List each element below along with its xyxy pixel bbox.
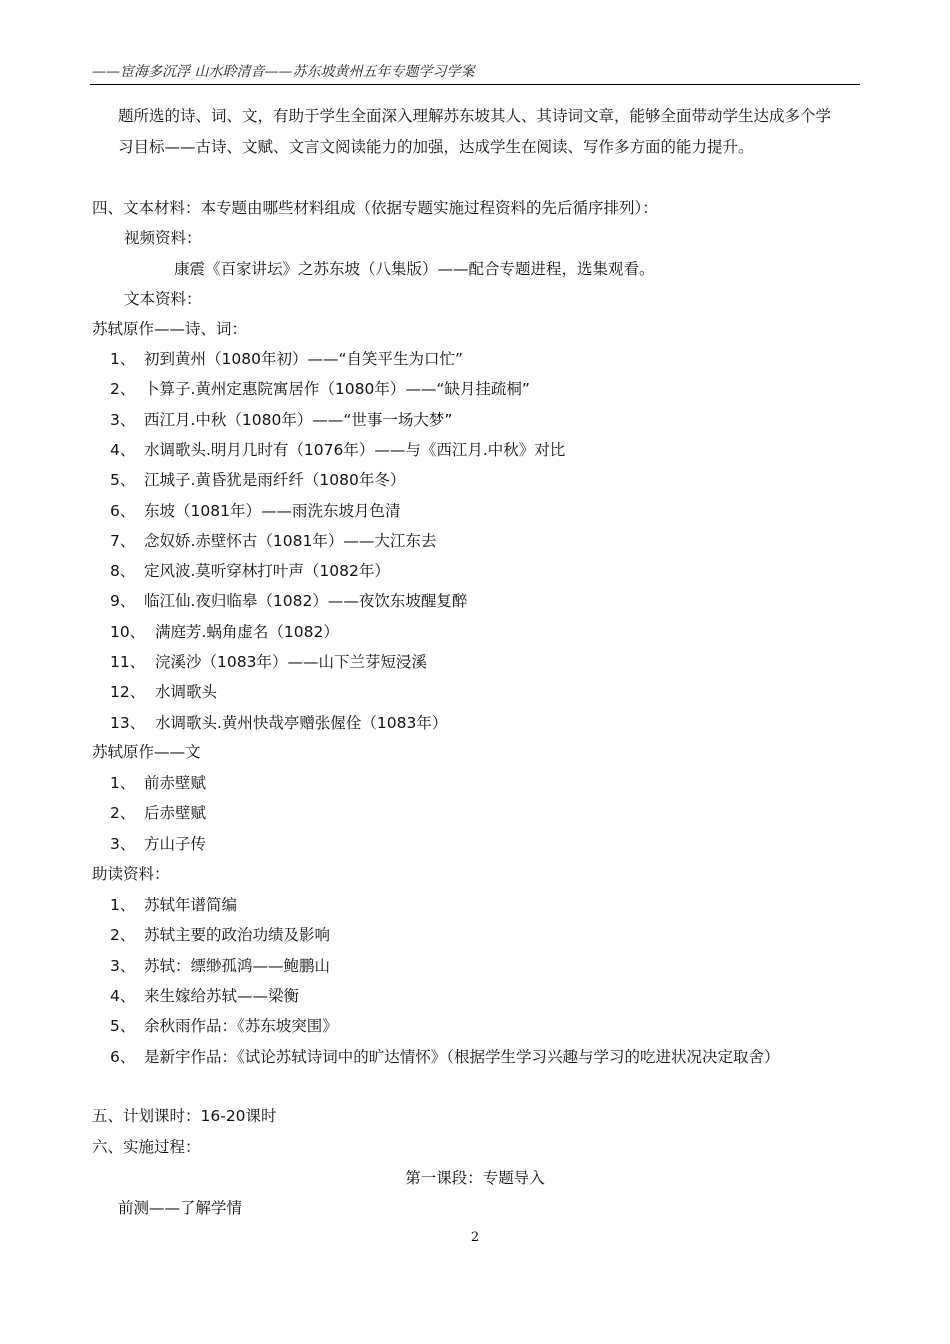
list-item-number: 7、 xyxy=(110,531,136,550)
list-item xyxy=(110,560,390,582)
list-item xyxy=(110,924,330,946)
pretest-line: 前测——了解学情 xyxy=(118,1199,243,1217)
list-item-text: 卜算子.黄州定惠院寓居作（1080年）——“缺月挂疏桐” xyxy=(144,380,530,399)
list-item-number: 1、 xyxy=(110,896,136,914)
poems-heading: 苏轼原作——诗、词： xyxy=(92,320,248,338)
list-item-text: 来生嫁给苏轼——梁衡 xyxy=(144,986,300,1005)
list-item-number: 12、 xyxy=(110,683,146,702)
intro-line-1: 题所选的诗、词、文，有助于学生全面深入理解苏东坡其人、其诗词文章，能够全面带动学生达成多个学 xyxy=(118,107,832,125)
list-item xyxy=(110,985,299,1007)
list-item-number: 3、 xyxy=(110,834,136,853)
header-rule xyxy=(90,84,860,85)
list-item-number: 1、 xyxy=(110,350,136,368)
list-item-number: 3、 xyxy=(110,410,136,429)
list-item xyxy=(110,1015,338,1037)
list-item xyxy=(110,894,237,916)
list-item-number: 10、 xyxy=(110,622,146,641)
list-item xyxy=(110,439,565,461)
list-item-text: 东坡（1081年）——雨洗东坡月色清 xyxy=(144,501,401,520)
list-item-number: 6、 xyxy=(110,501,136,520)
list-item-number: 6、 xyxy=(110,1047,136,1066)
list-item xyxy=(110,590,467,612)
list-item-number: 5、 xyxy=(110,471,136,490)
list-item-text: 定风波.莫听穿林打叶声（1082年） xyxy=(144,562,390,581)
text-label: 文本资料： xyxy=(124,290,202,308)
section-6-title: 六、实施过程： xyxy=(92,1138,201,1156)
list-item-text: 前赤壁赋 xyxy=(144,774,207,792)
section-4-title: 四、文本材料：本专题由哪些材料组成（依据专题实施过程资料的先后循序排列）： xyxy=(92,199,658,217)
list-item xyxy=(110,833,206,855)
stage-title: 第一课段：专题导入 xyxy=(405,1169,545,1187)
list-item-number: 5、 xyxy=(110,1017,136,1036)
running-header: ——宦海多沉浮 山水聆清音——苏东坡黄州五年专题学习学案 xyxy=(92,64,475,80)
list-item-text: 水调歌头.黄州快哉亭赠张偓佺（1083年） xyxy=(155,713,448,732)
list-item-text: 水调歌头.明月几时有（1076年）——与《西江月.中秋》对比 xyxy=(144,440,566,459)
list-item-text: 方山子传 xyxy=(144,834,207,853)
section-5-title: 五、计划课时：16-20课时 xyxy=(92,1107,277,1125)
list-item-number: 2、 xyxy=(110,380,136,399)
list-item-number: 4、 xyxy=(110,440,136,459)
list-item-text: 浣溪沙（1083年）——山下兰芽短浸溪 xyxy=(155,653,427,671)
list-item-text: 水调歌头 xyxy=(155,683,218,702)
list-item-number: 13、 xyxy=(110,713,146,732)
list-item-number: 4、 xyxy=(110,986,136,1005)
list-item-text: 满庭芳.蜗角虚名（1082） xyxy=(155,622,339,641)
list-item xyxy=(110,469,405,491)
list-item xyxy=(110,409,452,431)
list-item xyxy=(110,1046,780,1068)
list-item-text: 后赤壁赋 xyxy=(144,804,207,823)
list-item-number: 11、 xyxy=(110,653,146,671)
list-item-text: 苏轼：缥缈孤鸿——鲍鹏山 xyxy=(144,956,331,975)
list-item-text: 苏轼年谱简编 xyxy=(144,896,238,914)
list-item xyxy=(110,681,217,703)
list-item-number: 3、 xyxy=(110,956,136,975)
list-item xyxy=(110,651,427,673)
list-item xyxy=(110,621,339,643)
list-item-number: 2、 xyxy=(110,804,136,823)
list-item xyxy=(110,530,436,552)
video-label: 视频资料： xyxy=(124,229,202,247)
page-number: 2 xyxy=(470,1230,480,1245)
list-item xyxy=(110,378,530,400)
aids-heading: 助读资料： xyxy=(92,865,170,883)
list-item-number: 1、 xyxy=(110,774,136,792)
list-item xyxy=(110,772,206,794)
list-item-text: 是新宇作品：《试论苏轼诗词中的旷达情怀》（根据学生学习兴趣与学习的吃进状况决定取舍） xyxy=(144,1047,780,1066)
list-item-text: 江城子.黄昏犹是雨纤纤（1080年冬） xyxy=(144,471,406,490)
list-item-number: 9、 xyxy=(110,592,136,611)
list-item-text: 苏轼主要的政治功绩及影响 xyxy=(144,926,331,945)
intro-line-2: 习目标——古诗、文赋、文言文阅读能力的加强，达成学生在阅读、写作多方面的能力提升。 xyxy=(118,138,754,156)
list-item-number: 8、 xyxy=(110,562,136,581)
list-item-text: 余秋雨作品：《苏东坡突围》 xyxy=(144,1017,338,1036)
list-item-text: 初到黄州（1080年初）——“自笑平生为口忙” xyxy=(144,350,464,368)
list-item-text: 念奴娇.赤壁怀古（1081年）——大江东去 xyxy=(144,531,437,550)
list-item-text: 西江月.中秋（1080年）——“世事一场大梦” xyxy=(144,410,453,429)
list-item xyxy=(110,955,330,977)
prose-heading: 苏轼原作——文 xyxy=(92,743,201,761)
list-item xyxy=(110,348,463,370)
list-item-number: 2、 xyxy=(110,926,136,945)
list-item-text: 临江仙.夜归临皋（1082）——夜饮东坡醒复醉 xyxy=(144,592,468,611)
list-item xyxy=(110,712,447,734)
list-item xyxy=(110,802,206,824)
video-item: 康震《百家讲坛》之苏东坡（八集版）——配合专题进程，选集观看。 xyxy=(174,260,655,278)
list-item xyxy=(110,500,400,522)
